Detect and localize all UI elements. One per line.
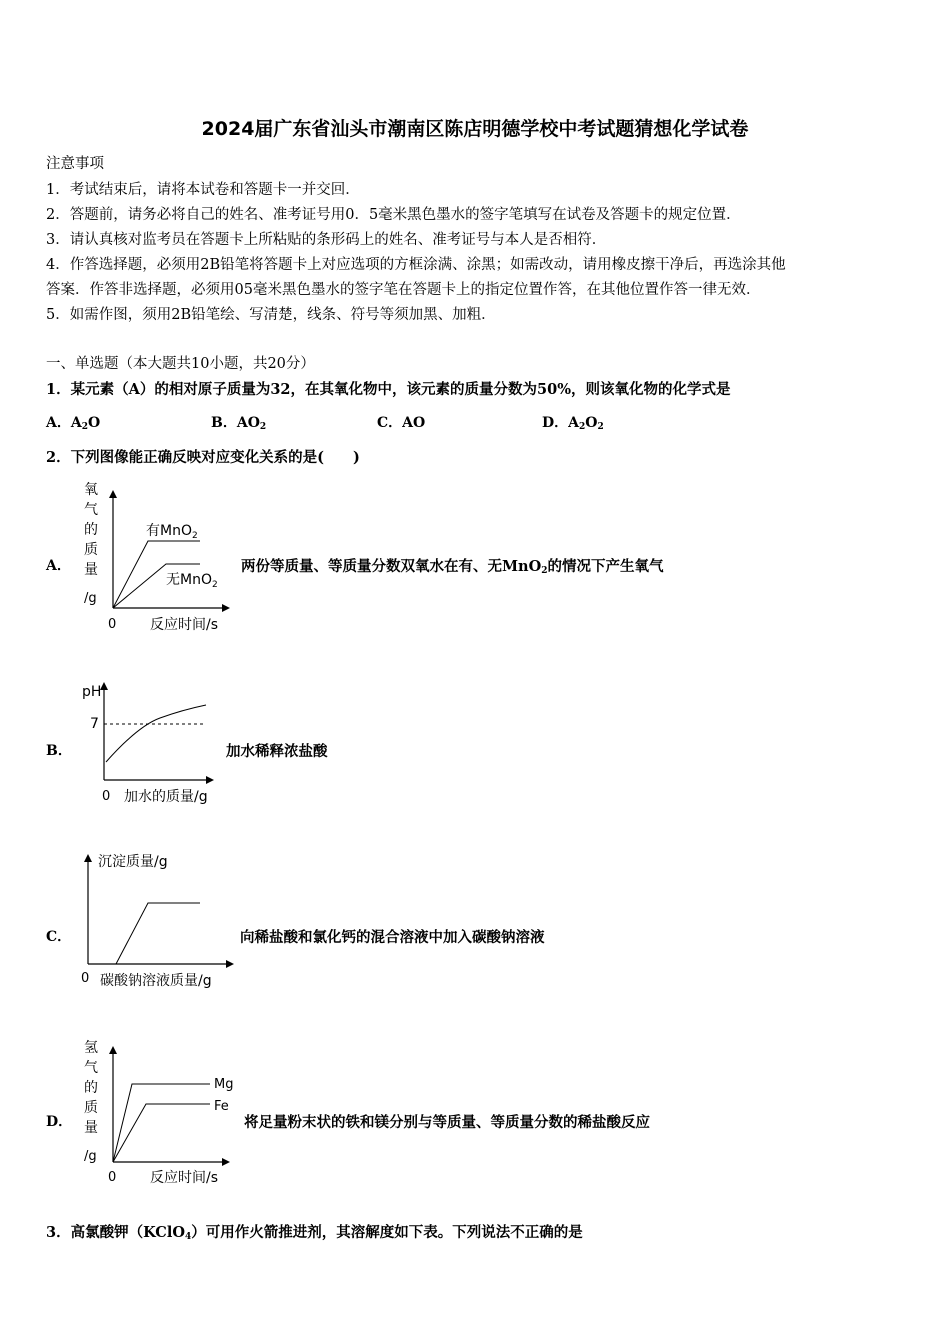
graph-d-ylabel-3: 的 <box>84 1080 98 1096</box>
graph-b-curve <box>106 705 206 762</box>
graph-a-ylabel-4: 质 <box>84 542 98 558</box>
question-3-stem: 3．高氯酸钾（KClO$_4$）可用作火箭推进剂，其溶解度如下表。下列说法不正确的是 <box>46 1224 583 1242</box>
graph-a-curve1-label: 有MnO$_2$ <box>146 523 198 541</box>
graph-a-ylabel-3: 的 <box>84 522 98 538</box>
graph-a-ylabel-1: 氧 <box>84 482 98 498</box>
graph-a-origin: 0 <box>108 617 117 632</box>
notice-item-1: 1．考试结束后，请将本试卷和答题卡一并交回． <box>46 182 360 198</box>
graph-a-curve2-label: 无MnO$_2$ <box>166 572 218 590</box>
q2-option-b-label[interactable]: B． <box>46 743 72 759</box>
q2-graph-b <box>78 676 238 810</box>
graph-c-y-arrow <box>84 854 92 862</box>
graph-d-fe-label: Fe <box>214 1099 229 1114</box>
graph-a-ylabel-2: 气 <box>84 502 98 518</box>
graph-a-ylabel-6: /g <box>84 591 97 606</box>
q2-option-d-label[interactable]: D． <box>46 1114 73 1130</box>
notice-item-4: 4．作答选择题，必须用2B铅笔将答题卡上对应选项的方框涂满、涂黑；如需改动，请用橡皮擦干净后，再选涂其他 <box>46 257 786 273</box>
graph-d-origin: 0 <box>108 1170 117 1185</box>
graph-d-curve-fe <box>113 1104 210 1162</box>
q2-option-c-label[interactable]: C． <box>46 929 72 945</box>
graph-a-xlabel: 反应时间/s <box>150 617 219 633</box>
graph-c-xlabel: 碳酸钠溶液质量/g <box>100 973 212 989</box>
page-title: 2024届广东省汕头市潮南区陈店明德学校中考试题猜想化学试卷 <box>201 118 749 140</box>
notice-item-2: 2．答题前，请务必将自己的姓名、准考证号用0．5毫米黑色墨水的签字笔填写在试卷及答题卡的规定位置． <box>46 207 741 223</box>
graph-d-curve-mg <box>113 1084 210 1162</box>
q1-option-d[interactable]: D．$A_2O_2$ <box>542 415 604 432</box>
graph-d-mg-label: Mg <box>214 1077 234 1092</box>
graph-d-x-arrow <box>222 1158 230 1166</box>
graph-d-ylabel-1: 氢 <box>84 1040 98 1056</box>
notice-item-3: 3．请认真核对监考员在答题卡上所粘贴的条形码上的姓名、准考证号与本人是否相符． <box>46 232 607 248</box>
graph-b-origin: 0 <box>102 789 111 804</box>
q2-option-d-desc: 将足量粉末状的铁和镁分别与等质量、等质量分数的稀盐酸反应 <box>244 1114 650 1131</box>
graph-b-ylabel: pH <box>82 684 102 700</box>
question-1-stem: 1．某元素（A）的相对原子质量为32，在其氧化物中，该元素的质量分数为50%，则该氧化物的化学式是 <box>46 381 731 398</box>
q2-graph-a <box>78 478 238 636</box>
notice-item-5: 5．如需作图，须用2B铅笔绘、写清楚，线条、符号等须加黑、加粗． <box>46 307 496 323</box>
graph-c-curve <box>116 903 200 964</box>
q1-option-b[interactable]: B．$AO_2$ <box>211 415 267 432</box>
q2-option-a-desc: 两份等质量、等质量分数双氧水在有、无MnO$_2$的情况下产生氧气 <box>241 558 664 576</box>
q2-option-b-desc: 加水稀释浓盐酸 <box>226 743 328 760</box>
q1-option-a[interactable]: A．$A_2O$ <box>46 415 101 432</box>
q2-graph-d <box>78 1036 238 1190</box>
q2-option-c-desc: 向稀盐酸和氯化钙的混合溶液中加入碳酸钠溶液 <box>240 929 545 946</box>
graph-d-ylabel-6: /g <box>84 1149 97 1164</box>
graph-d-ylabel-5: 量 <box>84 1120 98 1136</box>
graph-d-xlabel: 反应时间/s <box>150 1170 219 1186</box>
graph-c-origin: 0 <box>81 971 90 986</box>
graph-b-tick-7: 7 <box>90 716 99 732</box>
graph-a-ylabel-5: 量 <box>84 562 98 578</box>
notice-heading: 注意事项 <box>46 156 104 172</box>
graph-a-x-arrow <box>222 604 230 612</box>
q1-option-c[interactable]: C．AO <box>377 415 426 431</box>
graph-c-x-arrow <box>226 960 234 968</box>
graph-d-ylabel-4: 质 <box>84 1100 98 1116</box>
q2-graph-c <box>78 846 248 994</box>
graph-c-ylabel: 沉淀质量/g <box>98 854 168 870</box>
graph-b-xlabel: 加水的质量/g <box>124 789 208 805</box>
question-2-stem: 2．下列图像能正确反映对应变化关系的是( ) <box>46 449 360 466</box>
graph-d-ylabel-2: 气 <box>84 1060 98 1076</box>
notice-item-4-cont: 答案．作答非选择题，必须用05毫米黑色墨水的签字笔在答题卡上的指定位置作答，在其他位置作答一律无效． <box>46 282 761 298</box>
q2-option-a-label[interactable]: A． <box>46 558 71 574</box>
graph-d-y-arrow <box>109 1046 117 1054</box>
section-heading: 一、单选题（本大题共10小题，共20分） <box>46 356 315 372</box>
graph-b-x-arrow <box>206 776 214 784</box>
graph-a-y-arrow <box>109 490 117 498</box>
